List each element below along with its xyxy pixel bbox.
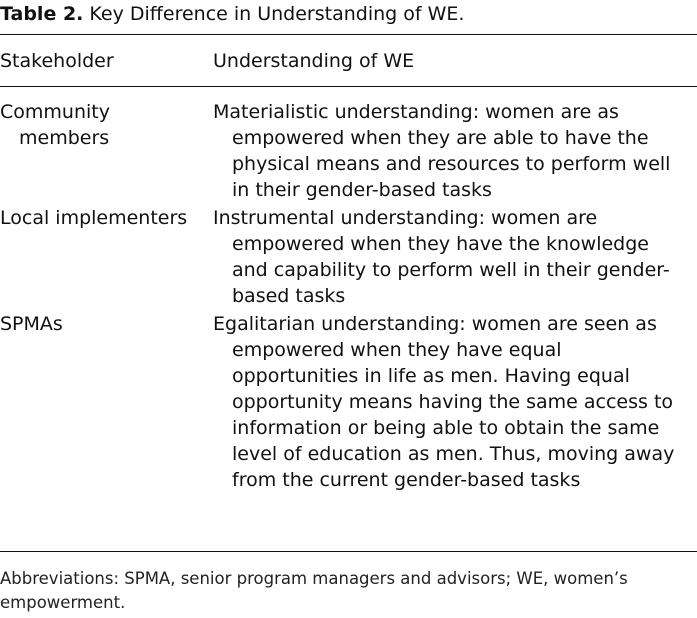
header-stakeholder: Stakeholder	[0, 50, 114, 72]
header-understanding: Understanding of WE	[213, 50, 415, 72]
understanding-cell: Egalitarian understanding: women are seen as empowered when they have equal opportunities in life as men. Having equal opportunity means having the same access to information or being able to obtain the same level of education as men. Thus, moving away from the current gender-based tasks	[213, 313, 675, 491]
table-body	[0, 99, 697, 495]
header-rule	[0, 86, 697, 87]
table-row	[0, 99, 697, 203]
stakeholder-cell: Local implementers	[0, 207, 188, 229]
understanding-cell: Instrumental understanding: women are empowered when they have the knowledge and capability to perform well in their gender-based tasks	[213, 207, 670, 307]
table-caption	[0, 2, 464, 26]
bottom-rule	[0, 551, 697, 552]
table-row	[0, 311, 697, 493]
table-row	[0, 205, 697, 309]
understanding-cell: Materialistic understanding: women are as empowered when they are able to have the physical means and resources to perform well in their gender-based tasks	[213, 101, 671, 201]
top-rule	[0, 34, 697, 35]
table-footnote: Abbreviations: SPMA, senior program managers and advisors; WE, women’s empowerment.	[0, 569, 628, 612]
stakeholder-cell: SPMAs	[0, 313, 63, 335]
table-label: Table 2.	[0, 3, 84, 25]
stakeholder-cell: Community members	[0, 101, 110, 149]
table-title: Key Difference in Understanding of WE.	[89, 3, 465, 25]
